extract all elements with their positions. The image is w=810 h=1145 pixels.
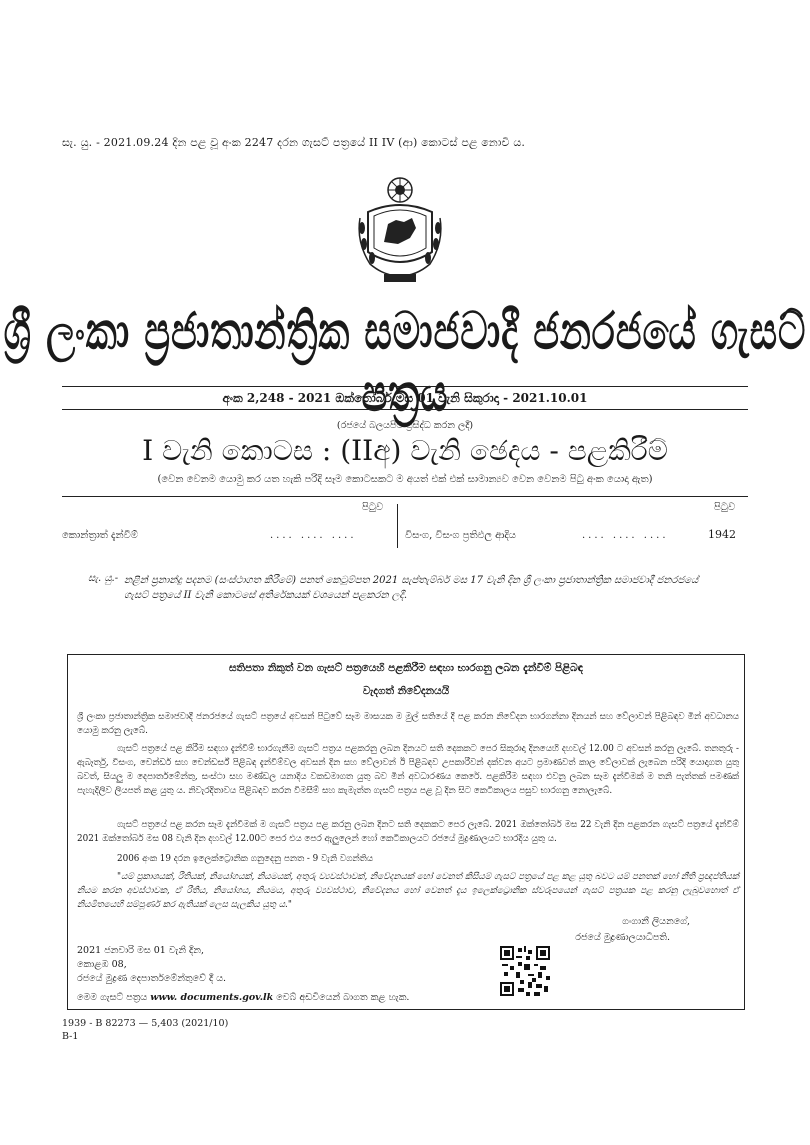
column-divider xyxy=(397,504,398,548)
notice-paragraph-3: ගැසට් පත්‍රයේ පළ කරන සෑම දැන්වීමක් ම ගැසට් පත්‍රය පළ කරනු ලබන දිනට සති දෙකකට පෙර ලැබේ. 2021 ඔක්තෝබර් මස 22 වැනි දින පළකරන ගැසට් පත්‍රයේ දැන්වීම් 2021 ඔක්තෝබර් මස 08 වැනි දින දහවල් 12.00ට පෙර එය පෙර ඇලුලෙන් හෝ කෙටිකාලයට රජයේ මුද්‍රණාලයට භාරදිය යුතු ය. xyxy=(77,820,739,844)
qr-code-icon xyxy=(500,946,550,996)
masthead-title: ශ්‍රී ලංකා ප්‍රජාතාන්ත්‍රික සමාජවාදී ජනරජයේ ගැසට් පත්‍රය xyxy=(3,300,807,423)
website-prefix: මෙම ගැසට් පත්‍රය xyxy=(77,992,148,1003)
contents-page-number: 1942 xyxy=(708,528,736,541)
part-heading: I වැනි කොටස : (IIඅ) වැනි ඡෙදය - පළකිරීම් xyxy=(142,434,668,467)
notice-quote: "යම් ප්‍රකාශයක්, රීතියක්, නියෝගයක්, නියමයක්, අතුරු ව්‍යවස්ථාවක්, නිවේදනයක් හෝ වෙනත් කිසියම් ගැසට් පත්‍රයේ පළ කළ යුතු බවට යම් පනතක් හෝ නීති ප්‍රඥප්තියක් නියම කරන අවස්ථාවක, ඒ රීතිය, නියෝගය, නියමය, අතුරු ව්‍යවස්ථාව, නිවේදනය හෝ වෙනත් දෑය ඉලෙක්ට්‍රොනික ස්වරූපයෙන් ගැසට් පත්‍රයක පළ කරනු ලැබුවහොත් ඒ නියමිතයෙහි සම්පූර්ණ කර ඇතියක් ලෙස සැලකිය යුතු ය." xyxy=(77,872,739,910)
page-column-header-left: පිටුව xyxy=(362,502,384,513)
issue-line xyxy=(62,386,748,410)
signer-title: රජයේ මුද්‍රණාලයාධිපති. xyxy=(575,932,670,943)
office-line: රජයේ මුද්‍රණ දෙපාර්තමේන්තුවේ දී ය. xyxy=(77,973,227,984)
website-note xyxy=(77,992,409,1003)
notice-title: සතිපතා නිකුත් වන ගැසට් පත්‍රයෙහි පළකිරීම සඳහා භාරගනු ලබන දැන්වීම් පිළිබඳ xyxy=(228,662,584,674)
date-line: 2021 ජනවාරි මස 01 වැනි දින, xyxy=(77,945,205,956)
contents-dots-left: .... .... .... xyxy=(270,530,357,541)
notice-paragraph-2: ගැසට් පත්‍රයේ පළ කිරීම සඳහා දැන්වීම් භාරගැනීම ගැසට් පත්‍රය පළකරනු ලබන දිනයට සති දෙකකට පෙර සිකුරාදා දිනයෙහි දහවල් 12.00 ට අවසන් කරනු ලැබේ. තනතුරු - ඇබෑර්තු, විසංග, චෙන්ඩර් සහ චෙන්ඩර්ස් පිළිබඳ දැන්වීම්වල අවසන් දින සහ වේලාවන් ඊ පිළිබඳව උපකාරීවන් දක්වන අයට ප්‍රමාණවත් කාල වේලාවක් ලැබෙන පරිදි යොදාගත යුතු බවත්, සියලු ම දෙපාර්තමේන්තු, සංස්ථා සහ මණ්ඩල යනාදිය වකඩමාගත යුතු බව මින් අවධාරණය කෙරේ. පළකිරීම සඳහා එවනු ලබන සෑම දැන්වීමක් ම තනි පැත්තක් පමණක් පැහැදිලිව ලියපත් කළ යුතු ය. නිවැරදිතාවය පිළිබඳව කරන විමසීම් සහ කැමැත්ත ගැසට් පත්‍රය පළ වූ දින සිට කෙටිකාලය පසුව භාරගනු නොලැබේ. xyxy=(77,744,739,796)
contents-dots-right: .... .... .... xyxy=(582,530,669,541)
contents-item-auctions: විසංග, විසංග ප්‍රතිඵල ආදිය xyxy=(405,530,516,541)
published-by-authority: (රජයේ බලයපිට ප්‍රසිද්ධ කරන ලදී) xyxy=(336,420,474,431)
note-label: සැ. යු.- xyxy=(88,573,119,584)
print-reference: 1939 - B 82273 — 5,403 (2021/10) xyxy=(62,1018,229,1029)
signer-name: ගංගානී ලියනගේ, xyxy=(622,916,690,927)
city-line: කොළඹ 08, xyxy=(77,959,127,970)
issue-number-date: අංක 2,248 - 2021 ඔක්තෝබර් මස 01 වැනි සිකුරාදා - 2021.10.01 xyxy=(222,391,588,405)
notice-paragraph-4: 2006 අංක 19 දරන ඉලෙක්ට්‍රොනික ගනුදෙනු පනත - 9 වැනි වගන්තිය xyxy=(117,854,373,864)
note-text: නළින් ප්‍රනාන්දු පදනම (සංස්ථාගත කිරීමේ) පනත් කෙටුම්පත 2021 සැප්තැම්බර් මස 17 වැනි දින ශ්‍රී ලංකා ප්‍රජාතාන්ත්‍රික සමාජවාදී ජනරජයේ ගැසට් පත්‍රයේ II වැනි කොටසේ අතිරේකයක් වශයෙන් පළකරන ලදී. xyxy=(124,575,699,601)
part-subtitle: (වෙන වෙනම යොමු කර යත හැකි පරිදි සෑම කොටසකට ම අයත් එක් එක් සාමාන්‍යව වෙන වෙනම පිටු අංක යොදා ඇත) xyxy=(157,474,653,485)
contents-item-tenders: කොන්ත්‍රාත් දැන්වීම් xyxy=(62,530,138,541)
page-code: B-1 xyxy=(62,1031,79,1042)
notice-paragraph-1: ශ්‍රී ලංකා ප්‍රජාතාන්ත්‍රික සමාජවාදී ජනරජයේ ගැසට් පත්‍රයේ අවසන් පිටුවේ සෑම මාසයක ම මුල් සතියේ දී පළ කරන නිවේදන භාරගන්නා දිනයන් සහ වේලාවන් පිළිබඳව මින් අවධානය යොමු කරනු ලැබේ. xyxy=(77,712,739,736)
top-correction-note: සැ. යු. - 2021.09.24 දින පළ වූ අංක 2247 දරන ගැසට් පත්‍රයේ II IV (ආ) කොටස් පළ නොවී ය. xyxy=(62,136,526,149)
page-column-header-right: පිටුව xyxy=(714,502,736,513)
notice-subtitle: වැදගත් නිවේදනයයි xyxy=(362,685,450,697)
website-link[interactable]: www. documents.gov.lk xyxy=(150,992,274,1003)
footer xyxy=(62,1017,228,1043)
website-suffix: වෙබ් අඩවියෙන් බාගත කළ හැක. xyxy=(276,992,410,1003)
state-emblem-icon xyxy=(354,172,446,284)
